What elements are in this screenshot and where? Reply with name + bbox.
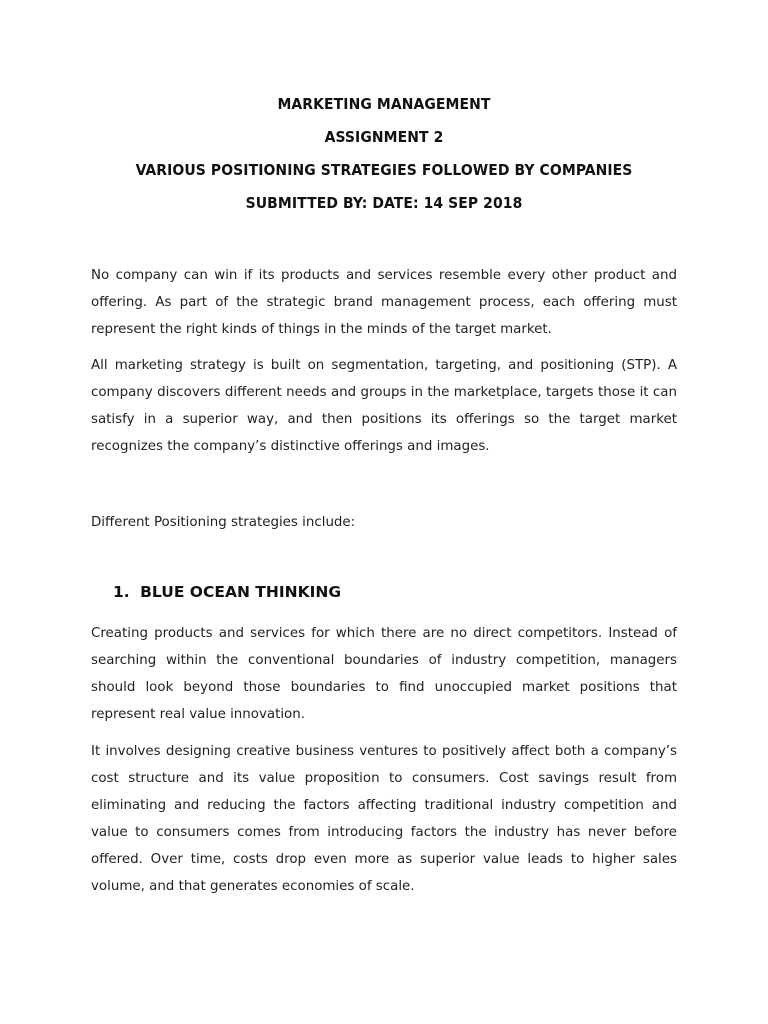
- section-paragraph-1: Creating products and services for which there are no direct competitors. Instead of searching within the conventional boundaries of industry competition, managers should look beyond those boundaries to find unoccupied market positions that represent real value innovation.: [91, 626, 677, 722]
- title-block: [0, 88, 768, 220]
- section-paragraph-2: It involves designing creative business ventures to positively affect both a company’s cost structure and its value proposition to consumers. Cost savings result from eliminating and reducing the factors affecting traditional industry competition and value to consumers comes from introducing factors the industry has never before offered. Over time, costs drop even more as superior value leads to higher sales volume, and that generates economies of scale.: [91, 744, 677, 894]
- intro-paragraph-2: All marketing strategy is built on segmentation, targeting, and positioning (STP). A company discovers different needs and groups in the marketplace, targets those it can satisfy in a superior way, and then positions its offerings so the target market recognizes the company’s distinctive offerings and images.: [91, 358, 677, 454]
- assignment-number: ASSIGNMENT 2: [324, 128, 444, 146]
- submission-info: SUBMITTED BY: DATE: 14 SEP 2018: [245, 194, 523, 212]
- assignment-topic: VARIOUS POSITIONING STRATEGIES FOLLOWED BY COMPANIES: [135, 161, 633, 179]
- intro-paragraph-1: No company can win if its products and services resemble every other product and offering. As part of the strategic brand management process, each offering must represent the right kinds of things in the minds of the target market.: [91, 268, 677, 337]
- intro-paragraph-3: Different Positioning strategies include:: [91, 515, 356, 530]
- section-number: 1.: [113, 583, 130, 601]
- section-heading: [113, 579, 341, 606]
- section-title: BLUE OCEAN THINKING: [140, 583, 342, 601]
- course-title: MARKETING MANAGEMENT: [277, 95, 491, 113]
